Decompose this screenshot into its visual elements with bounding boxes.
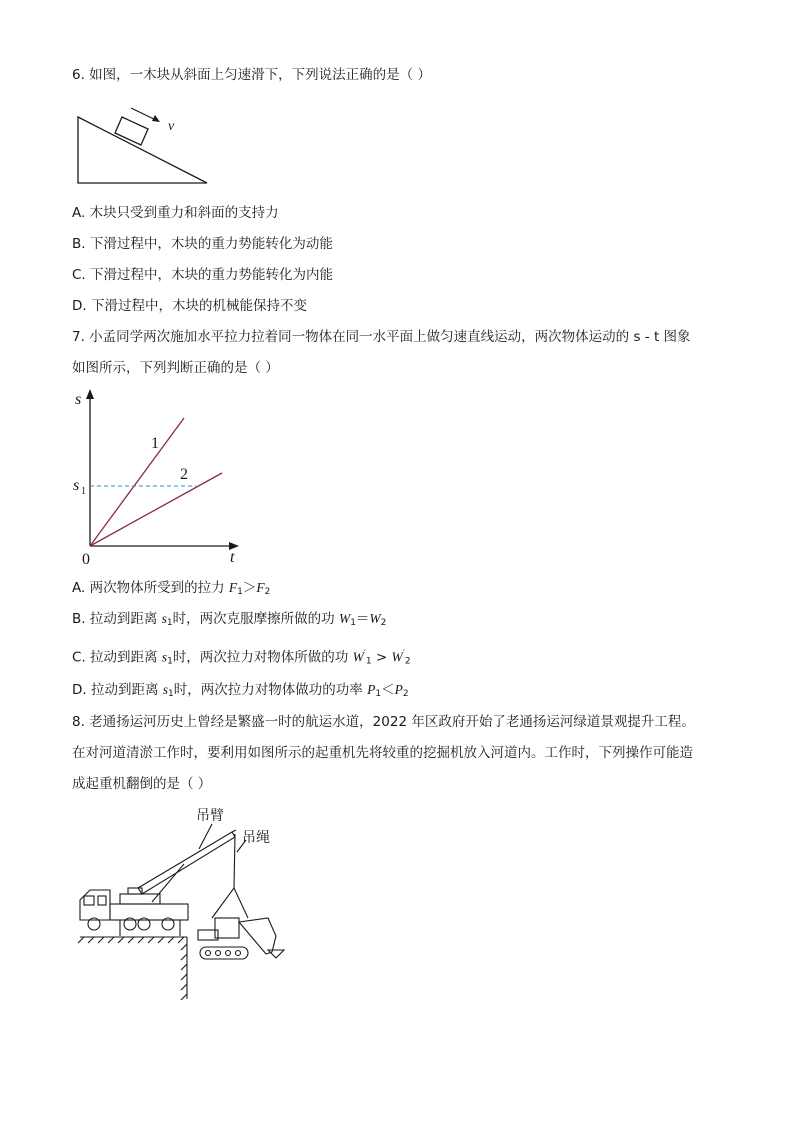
q7-stem-line2: 如图所示，下列判断正确的是（ ）	[72, 360, 279, 376]
q7-stem-line1: 7. 小孟同学两次施加水平拉力拉着同一物体在同一水平面上做匀速直线运动，两次物体运动的 s - t 图象	[72, 329, 691, 345]
excavator-arm	[239, 918, 276, 954]
q7-option-a: A. 两次物体所受到的拉力 $F_1>F_2$	[72, 580, 271, 597]
q6-stem: 6. 如图，一木块从斜面上匀速滑下，下列说法正确的是（ ）	[72, 67, 431, 83]
y-axis-arrow	[86, 389, 94, 399]
cab-window	[84, 896, 94, 905]
q7-option-b: B. 拉动到距离 $s_1$时，两次克服摩擦所做的功 $W_1=W_2$	[72, 611, 387, 628]
origin-label: 0	[82, 551, 90, 568]
q6-option-b: B. 下滑过程中，木块的重力势能转化为动能	[72, 236, 333, 252]
wall-hatching	[181, 944, 187, 1000]
truck-bed	[110, 904, 188, 920]
velocity-label: v	[168, 119, 175, 134]
wooden-block	[115, 117, 148, 145]
q8-crane-figure	[72, 804, 287, 1004]
q8-stem-line2: 在对河道清淤工作时，要利用如图所示的起重机先将较重的挖掘机放入河道内。工作时，下列操作可能造	[72, 745, 693, 761]
q7-option-d: D. 拉动到距离 $s_1$时，两次拉力对物体做功的功率 $P_1<P_2$	[72, 682, 409, 699]
q8-stem-line3: 成起重机翻倒的是（ ）	[72, 776, 212, 792]
track-wheel-1	[206, 951, 211, 956]
q7-st-graph	[72, 386, 262, 568]
boom-label: 吊臂	[196, 808, 224, 824]
excavator-bucket	[268, 950, 284, 958]
q6-incline-figure	[72, 104, 217, 188]
s1-label: s	[73, 477, 80, 494]
track-wheel-4	[236, 951, 241, 956]
ground-hatching	[78, 937, 184, 943]
excavator-cab	[215, 918, 239, 938]
y-axis-label: s	[75, 391, 82, 408]
sling-right	[234, 888, 248, 918]
cab-window-2	[98, 896, 106, 905]
line-1	[90, 418, 184, 546]
sling-left	[212, 888, 234, 918]
track-wheel-2	[216, 951, 221, 956]
x-axis-label: t	[230, 549, 235, 566]
boom	[138, 832, 235, 894]
line-2	[90, 473, 222, 546]
q8-stem-line1: 8. 老通扬运河历史上曾经是繁盛一时的航运水道，2022 年区政府开始了老通扬运河绿道景观提升工程。	[72, 714, 695, 730]
q6-option-a: A. 木块只受到重力和斜面的支持力	[72, 205, 279, 221]
line-1-label: 1	[151, 435, 159, 452]
q7-option-c: C. 拉动到距离 $s_1$时，两次拉力对物体所做的功 $W'_1 > W'_2$	[72, 649, 411, 667]
q6-option-c: C. 下滑过程中，木块的重力势能转化为内能	[72, 267, 334, 283]
track-wheel-3	[226, 951, 231, 956]
hoist-rope	[234, 834, 235, 888]
boom-tip	[232, 830, 236, 832]
line-2-label: 2	[180, 466, 188, 483]
s1-label-sub: 1	[81, 486, 86, 497]
rope-label: 吊绳	[242, 830, 270, 846]
q6-option-d: D. 下滑过程中，木块的机械能保持不变	[72, 298, 307, 314]
